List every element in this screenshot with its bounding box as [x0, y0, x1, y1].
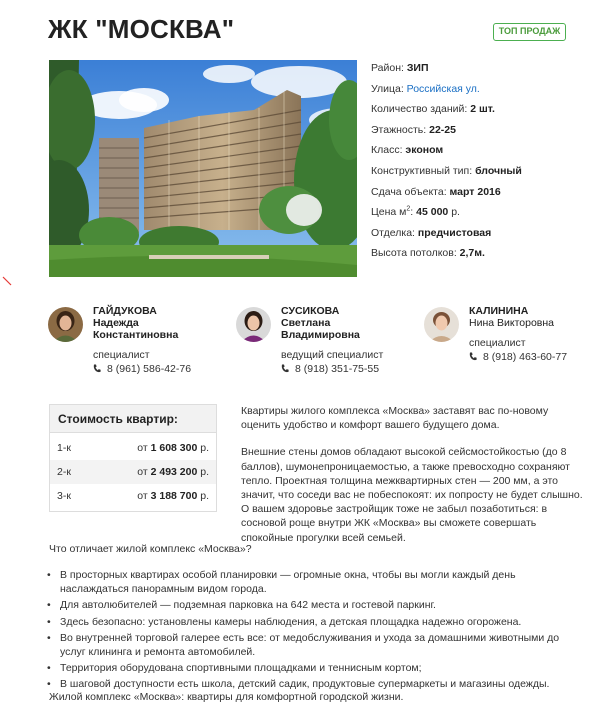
agent-name: СУСИКОВА Светлана Владимировна [281, 305, 360, 341]
footer-text: Жилой комплекс «Москва»: квартиры для комфортной городской жизни. [49, 691, 404, 703]
agents-row [48, 305, 608, 380]
avatar [48, 307, 83, 342]
list-item: • Здесь безопасно: установлены камеры наблюдения, а детская площадка надежно огорожена. [47, 615, 587, 629]
agent-phone[interactable]: 8 (918) 351-75-55 [281, 363, 379, 375]
phone-icon [469, 352, 477, 361]
complex-photo[interactable] [49, 60, 357, 277]
description-paragraph: Внешние стены домов обладают высокой сейсмостойкостью (до 8 баллов), шумонепроницаемостью, а также превосходно сохраняют тепло. Проектная толщина межквартирных стен — 200 мм, а это значит, что соседи вас не побеспокоят: их попросту не будет слышно. О вашем здоровье застройщик тоже не забыл позаботиться: в сосновой роще внутри ЖК «Москва» вы сможете совершать спокойные прогулки всей семьей. [241, 446, 583, 544]
description [241, 404, 586, 545]
agent-name: КАЛИНИНА Нина Викторовна [469, 305, 555, 329]
prop-street: Улица: Российская ул. [371, 82, 480, 95]
agent-role: специалист [469, 337, 526, 349]
prop-district: Район: ЗИП [371, 62, 429, 74]
phone-icon [93, 364, 101, 373]
page-title: ЖК "МОСКВА" [48, 14, 235, 44]
price-row: 2-к от 2 493 200 р. [50, 460, 216, 484]
top-sales-badge: ТОП ПРОДАЖ [493, 23, 566, 41]
description-paragraph: Квартиры жилого комплекса «Москва» заставят вас по-новому оценить удобство и комфорт вашего будущего дома. [241, 405, 549, 432]
list-item: • Для автолюбителей — подземная парковка на 642 места и гостевой паркинг. [47, 598, 587, 612]
price-row: 1-к от 1 608 300 р. [57, 442, 209, 454]
prop-buildings: Количество зданий: 2 шт. [371, 103, 495, 116]
agent-role: специалист [93, 349, 150, 361]
agent-name: ГАЙДУКОВА Надежда Константиновна [93, 305, 179, 341]
prop-completion: Сдача объекта: март 2016 [371, 185, 501, 198]
prop-floors: Этажность: 22-25 [371, 123, 456, 136]
price-row: 3-к от 3 188 700 р. [57, 490, 209, 502]
agent-role: ведущий специалист [281, 349, 384, 361]
red-arrow-mark [2, 276, 12, 286]
list-item: • В шаговой доступности есть школа, детский садик, продуктовые супермаркеты и магазины одежды. [47, 677, 587, 691]
features-question: Что отличает жилой комплекс «Москва»? [49, 543, 252, 555]
prop-ceiling-height: Высота потолков: 2,7м. [371, 247, 485, 260]
agent-phone[interactable]: 8 (918) 463-60-77 [469, 351, 567, 363]
phone-icon [281, 364, 289, 373]
list-item: • В просторных квартирах особой планировки — огромные окна, чтобы вы могли каждый день наслаждаться панорамным видом города. [47, 568, 587, 596]
avatar [236, 307, 271, 342]
prop-finish: Отделка: предчистовая [371, 226, 492, 239]
agent-phone[interactable]: 8 (961) 586-42-76 [93, 363, 191, 375]
prop-construction-type: Конструктивный тип: блочный [371, 164, 522, 177]
price-table-heading: Стоимость квартир: [50, 405, 216, 433]
list-item: • Территория оборудована спортивными площадками и теннисным кортом; [47, 661, 587, 675]
prop-price-per-m2: Цена $м^2$: 45 000 р. [371, 205, 460, 219]
price-table [49, 404, 217, 512]
prop-class: Класс: эконом [371, 144, 444, 157]
list-item: • Во внутренней торговой галерее есть все: от медобслуживания и ухода за домашними животными до услуг клининга и ремонта автомобилей. [47, 631, 587, 659]
street-link[interactable]: Российская ул. [406, 82, 480, 95]
features-list [47, 568, 587, 694]
property-list [371, 58, 611, 264]
avatar [424, 307, 459, 342]
